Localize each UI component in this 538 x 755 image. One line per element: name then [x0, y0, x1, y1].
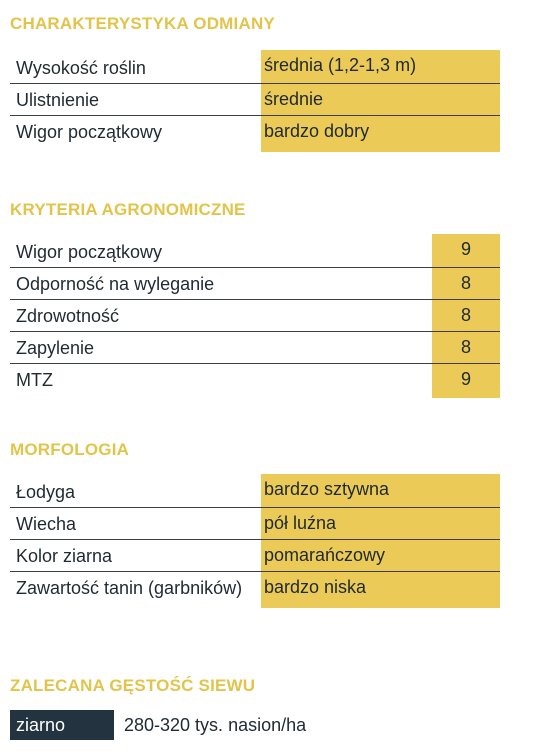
table-row: [10, 236, 500, 268]
table-row: [10, 572, 500, 604]
characteristics-table: [10, 52, 500, 148]
table-row: [10, 52, 500, 84]
characteristics-title: CHARAKTERYSTYKA ODMIANY: [10, 14, 275, 33]
table-row: [10, 268, 500, 300]
row-label: Kolor ziarna: [16, 546, 113, 566]
row-value: pomarańczowy: [261, 540, 500, 571]
table-row: [10, 364, 500, 396]
row-value: pół luźna: [261, 508, 500, 539]
row-label: Łodyga: [16, 482, 76, 502]
seeding-title: ZALECANA GĘSTOŚĆ SIEWU: [10, 676, 256, 695]
row-label: Zawartość tanin (garbników): [16, 578, 243, 598]
row-label: Zapylenie: [16, 338, 95, 358]
table-row: [10, 540, 500, 572]
row-label: Ulistnienie: [16, 90, 100, 110]
agronomic-table: [10, 236, 500, 396]
row-value: bardzo niska: [261, 572, 500, 608]
row-value: średnia (1,2-1,3 m): [261, 50, 500, 83]
table-row: [10, 508, 500, 540]
row-label: Zdrowotność: [16, 306, 120, 326]
row-score: 9: [432, 234, 500, 267]
row-score: 8: [432, 300, 500, 331]
seeding-value: 280-320 tys. nasion/ha: [124, 715, 307, 735]
row-score: 9: [432, 364, 500, 398]
table-row: [10, 84, 500, 116]
morphology-title: MORFOLOGIA: [10, 440, 130, 459]
agronomic-title: KRYTERIA AGRONOMICZNE: [10, 200, 246, 219]
seeding-label: ziarno: [10, 710, 114, 740]
row-score: 8: [432, 268, 500, 299]
table-row: [10, 332, 500, 364]
row-value: bardzo sztywna: [261, 474, 500, 507]
row-score: 8: [432, 332, 500, 363]
row-label: Wigor początkowy: [16, 242, 163, 262]
morphology-table: [10, 476, 500, 604]
row-label: Wigor początkowy: [16, 122, 163, 142]
row-label: Wiecha: [16, 514, 77, 534]
table-row: [10, 116, 500, 148]
table-row: [10, 300, 500, 332]
row-value: średnie: [261, 84, 500, 115]
row-value: bardzo dobry: [261, 116, 500, 152]
row-label: Wysokość roślin: [16, 58, 146, 78]
row-label: Odporność na wyleganie: [16, 274, 215, 294]
table-row: [10, 476, 500, 508]
row-label: MTZ: [16, 370, 53, 390]
